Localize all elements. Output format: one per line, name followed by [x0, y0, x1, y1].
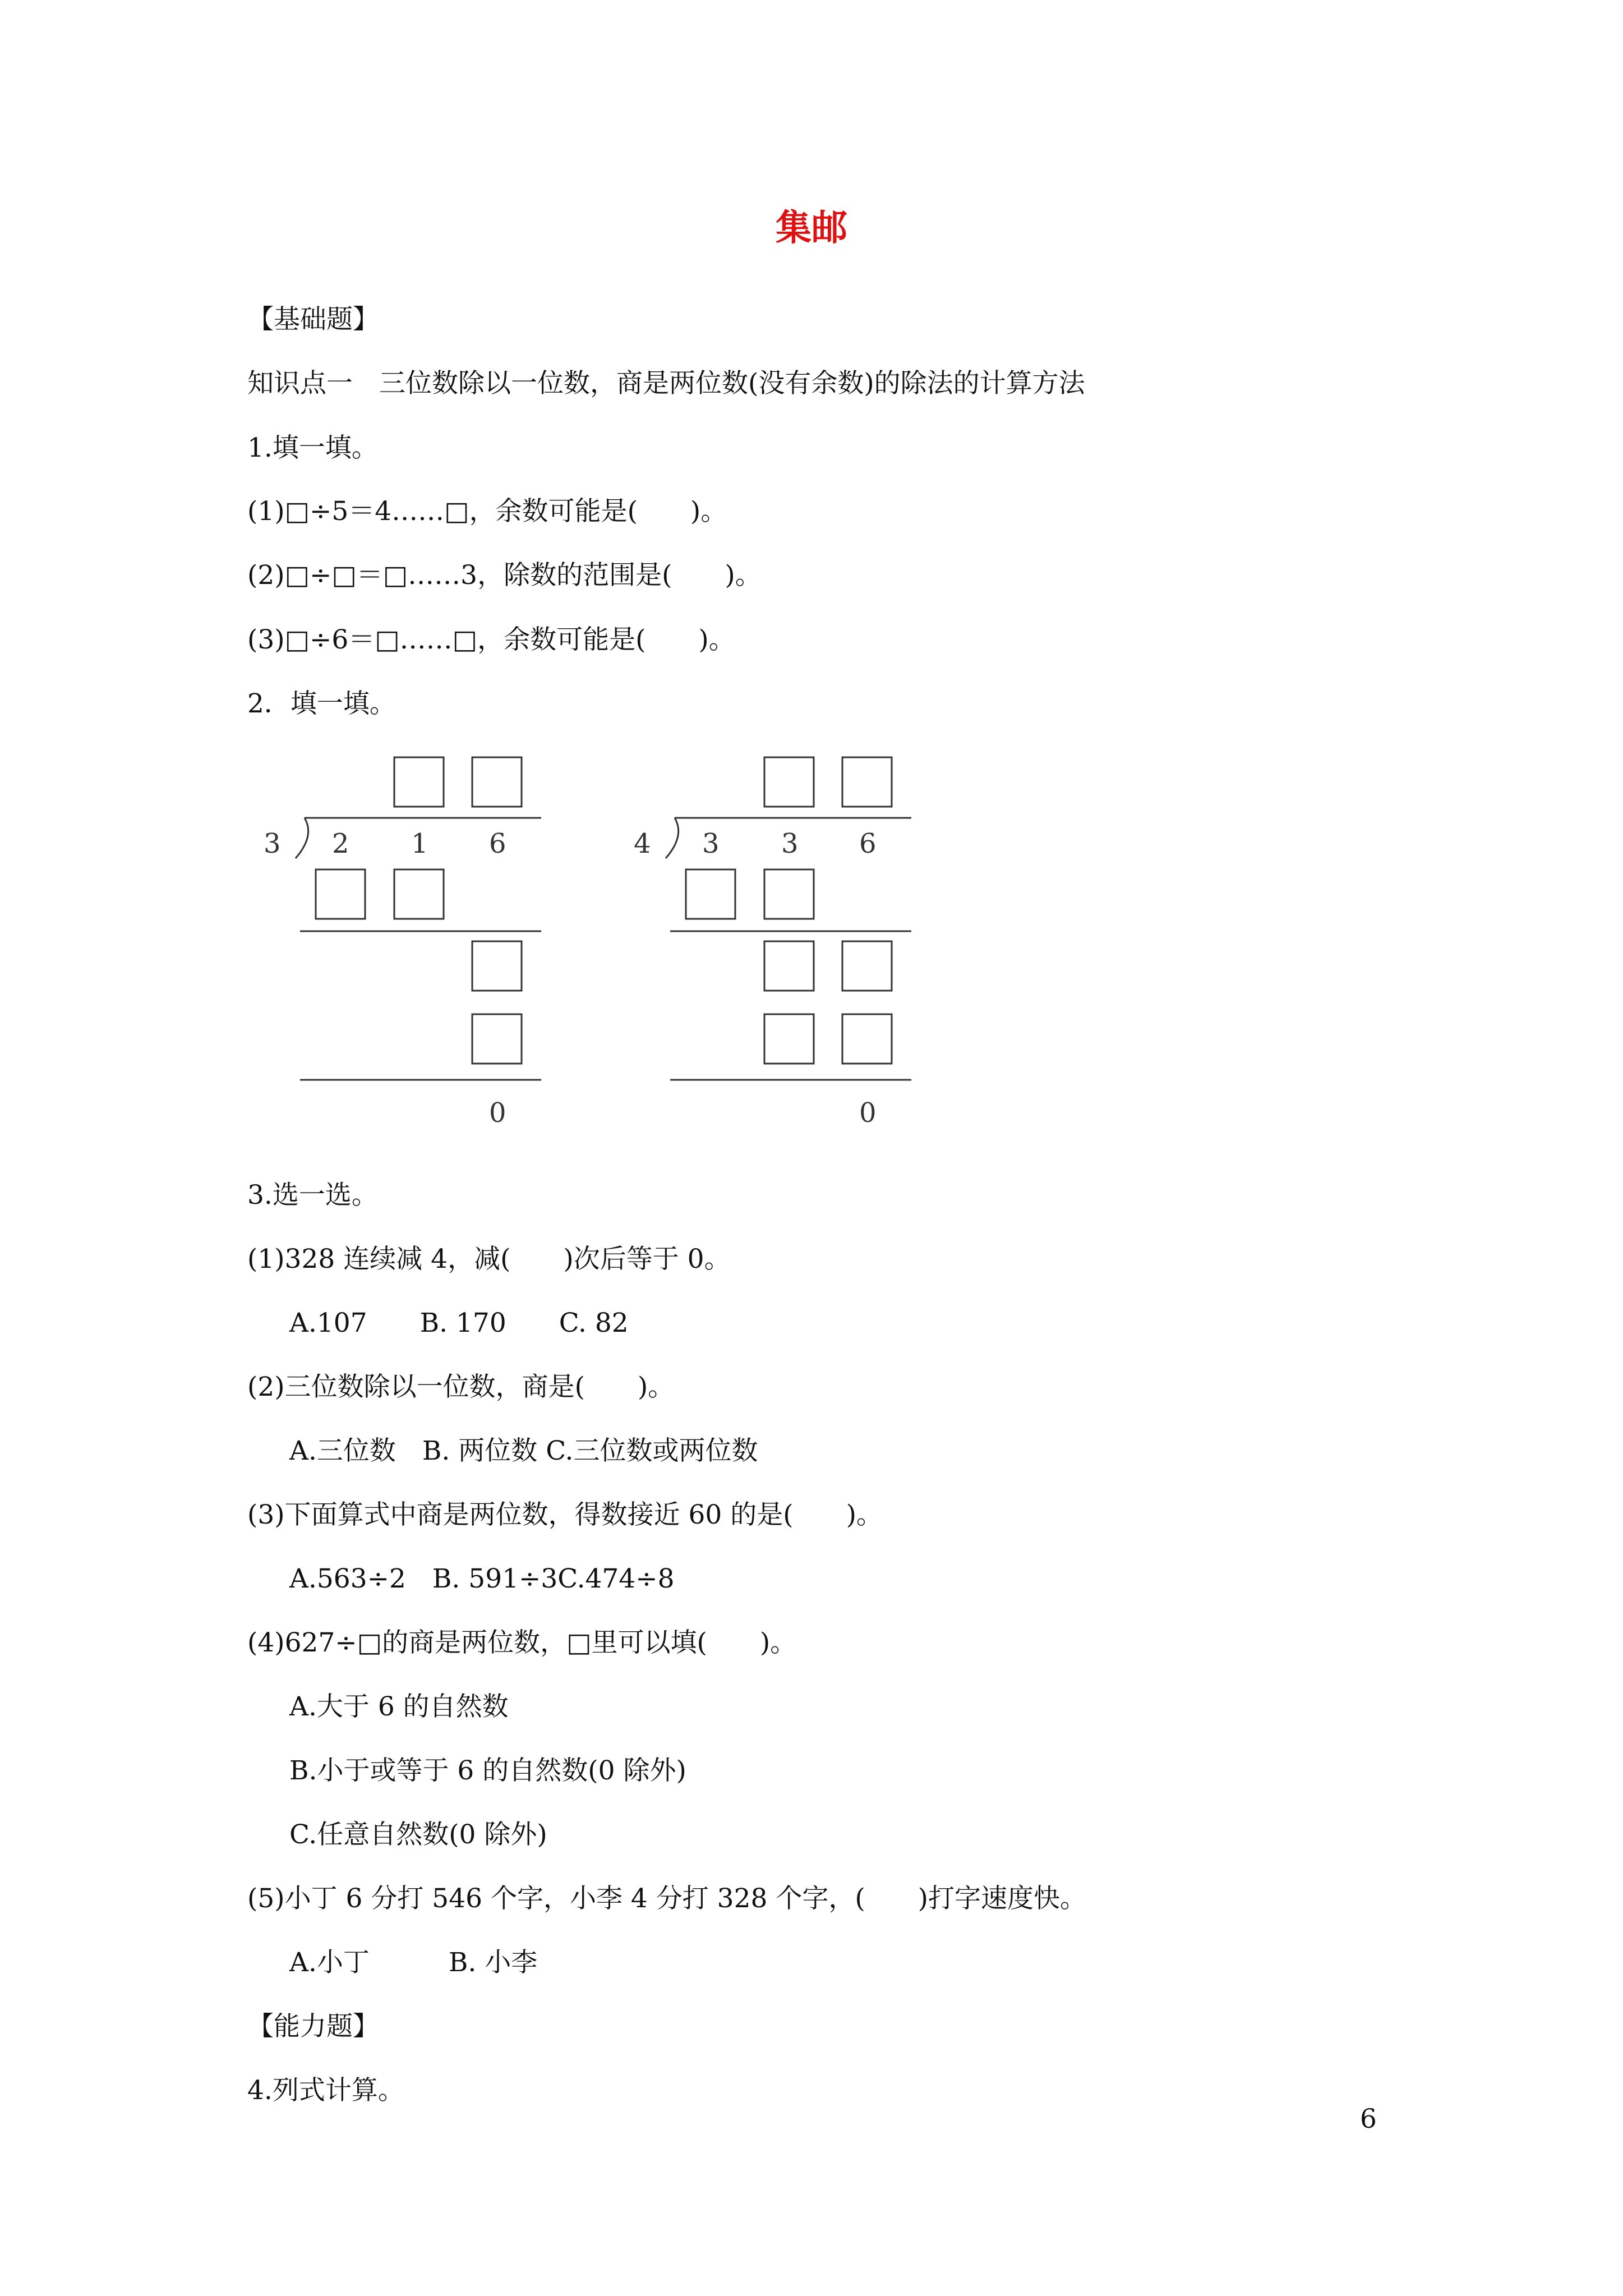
section-basic-heading: 【基础题】 [247, 304, 379, 335]
question-1-heading: 1.填一填。 [247, 432, 378, 463]
question-3-item-4-option-b: B.小于或等于 6 的自然数(0 除外) [289, 1755, 686, 1786]
dividend-digit-1: 3 [702, 828, 720, 859]
dividend-digit-3: 6 [489, 828, 506, 859]
dividend-digit-2: 3 [781, 828, 799, 859]
dividend-digit-3: 6 [859, 828, 877, 859]
remainder-box-1[interactable] [472, 941, 522, 991]
section-ability-heading: 【能力题】 [247, 2011, 379, 2042]
product-box-1[interactable] [686, 869, 735, 919]
question-3-item-3-stem: (3)下面算式中商是两位数，得数接近 60 的是( )。 [247, 1499, 883, 1530]
question-3-item-2-options: A.三位数 B. 两位数 C.三位数或两位数 [289, 1435, 758, 1466]
long-division-2 [617, 740, 931, 1144]
question-3-item-4-stem: (4)627÷□的商是两位数，□里可以填( )。 [247, 1627, 797, 1658]
quotient-box-1[interactable] [764, 757, 814, 807]
dividend-digit-2: 1 [411, 828, 428, 859]
product-box-3[interactable] [764, 1014, 814, 1064]
question-3-item-5-options: A.小丁 B. 小李 [289, 1947, 538, 1978]
question-3-item-4-option-a: A.大于 6 的自然数 [289, 1691, 509, 1722]
page-number: 6 [1360, 2104, 1377, 2134]
division-bracket [666, 818, 679, 858]
page-title: 集邮 [776, 208, 847, 249]
divisor: 4 [634, 828, 651, 859]
question-1-item-3: (3)□÷6＝□……□，余数可能是( )。 [247, 624, 735, 655]
question-3-item-4-option-c: C.任意自然数(0 除外) [289, 1819, 547, 1850]
question-3-item-3-options: A.563÷2 B. 591÷3C.474÷8 [289, 1563, 675, 1594]
question-3-item-1-stem: (1)328 连续减 4，减( )次后等于 0。 [247, 1244, 731, 1274]
question-1-item-1: (1)□÷5＝4……□，余数可能是( )。 [247, 496, 727, 527]
remainder-box-2[interactable] [842, 941, 892, 991]
question-3-item-1-options: A.107 B. 170 C. 82 [289, 1308, 629, 1338]
division-bracket [296, 818, 308, 858]
final-remainder: 0 [859, 1097, 877, 1129]
product-box-2[interactable] [394, 869, 444, 919]
question-3-item-2-stem: (2)三位数除以一位数，商是( )。 [247, 1372, 675, 1402]
final-remainder: 0 [489, 1097, 506, 1129]
knowledge-point-heading: 知识点一 三位数除以一位数，商是两位数(没有余数)的除法的计算方法 [247, 368, 1085, 399]
quotient-box-2[interactable] [472, 757, 522, 807]
product-box-4[interactable] [842, 1014, 892, 1064]
quotient-box-1[interactable] [394, 757, 444, 807]
product-box-3[interactable] [472, 1014, 522, 1064]
question-1-item-2: (2)□÷□＝□……3，除数的范围是( )。 [247, 560, 762, 591]
remainder-box-1[interactable] [764, 941, 814, 991]
question-2-heading: 2．填一填。 [247, 688, 396, 719]
quotient-box-2[interactable] [842, 757, 892, 807]
long-division-1 [247, 740, 561, 1144]
product-box-1[interactable] [316, 869, 365, 919]
question-3-item-5-stem: (5)小丁 6 分打 546 个字，小李 4 分打 328 个字，( )打字速度快。 [247, 1883, 1086, 1914]
question-4-heading: 4.列式计算。 [247, 2075, 404, 2106]
question-3-heading: 3.选一选。 [247, 1180, 378, 1211]
divisor: 3 [264, 828, 281, 859]
dividend-digit-1: 2 [332, 828, 349, 859]
product-box-2[interactable] [764, 869, 814, 919]
